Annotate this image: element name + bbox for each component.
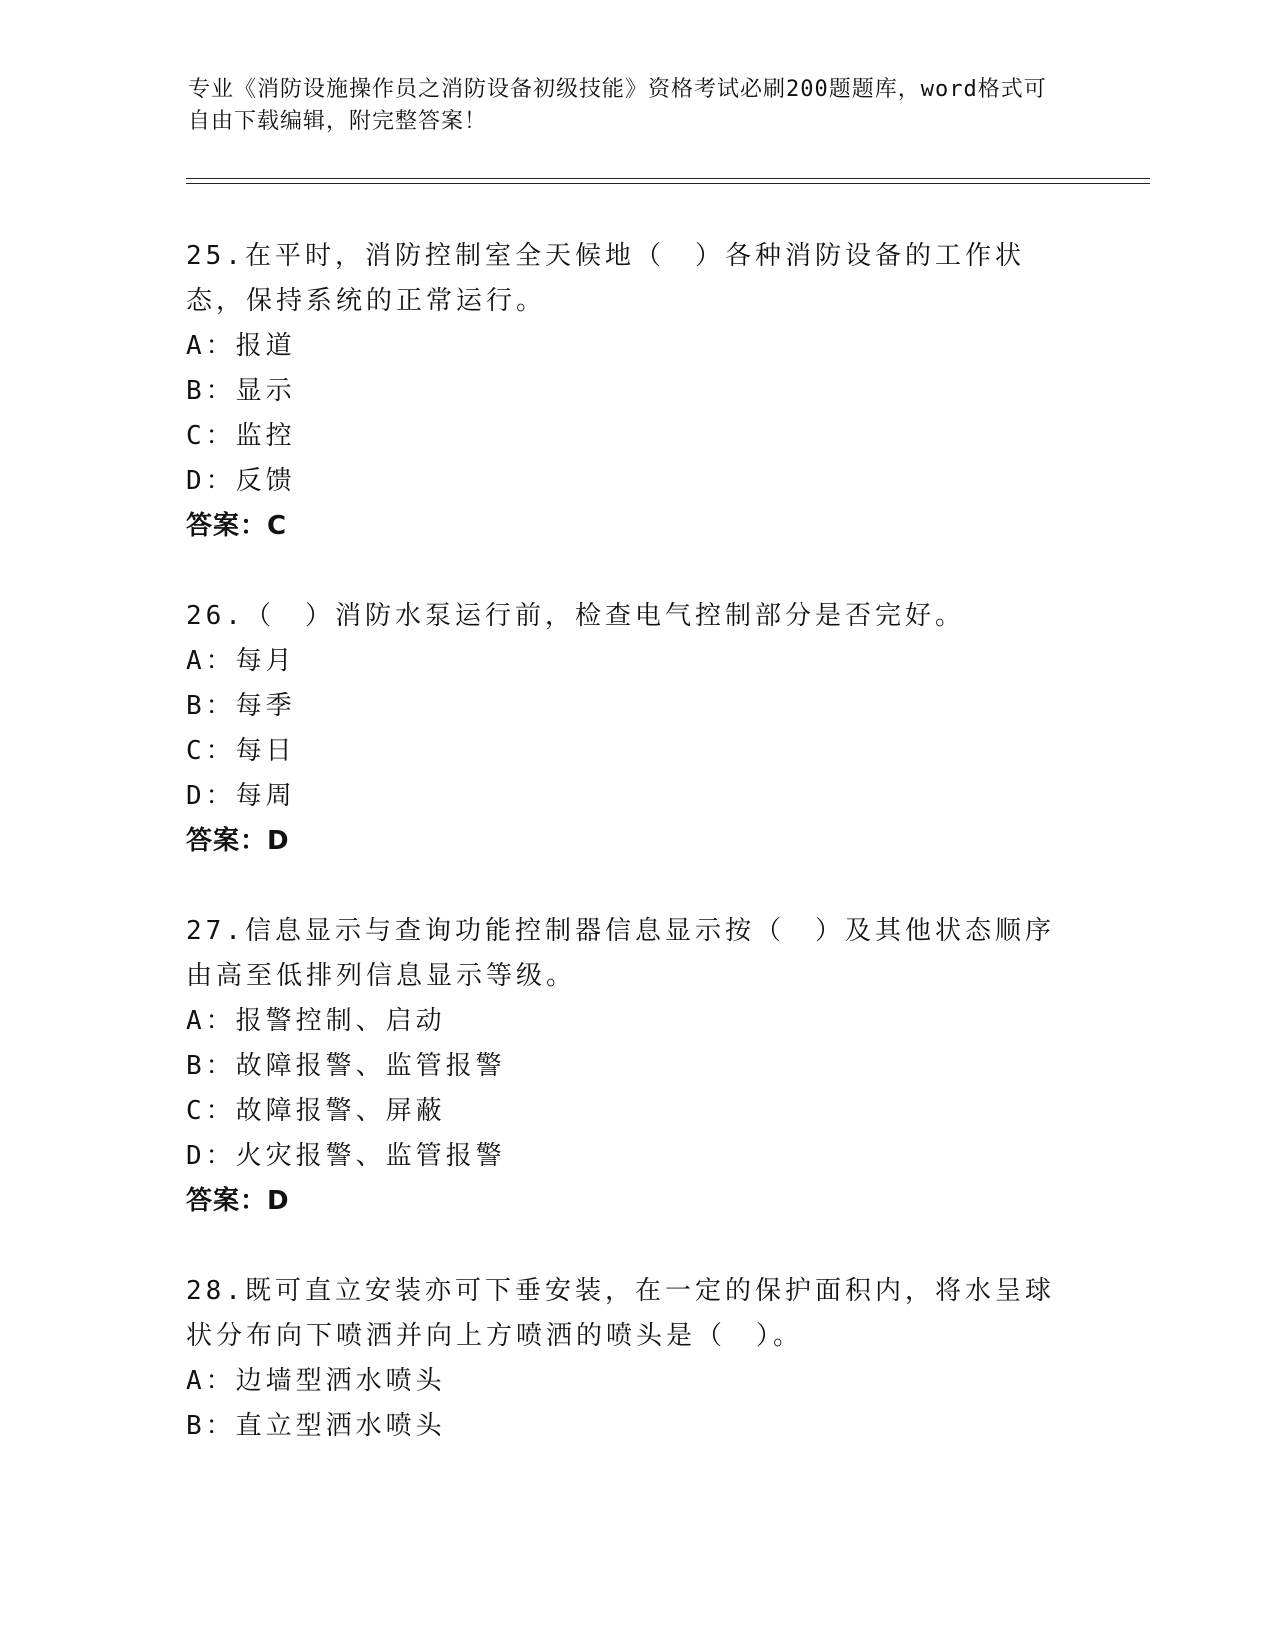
option-b: B：故障报警、监管报警 (186, 1051, 506, 1081)
answer-line: 答案：C (186, 511, 288, 541)
question-26 (186, 594, 1076, 864)
question-stem: 28.既可直立安装亦可下垂安装，在一定的保护面积内，将水呈球状分布向下喷洒并向上方喷洒的喷头是（ ）。 (186, 1276, 1055, 1351)
option-d: D：每周 (186, 781, 296, 811)
question-list (186, 234, 1076, 1494)
question-25 (186, 234, 1076, 549)
header-divider-top (186, 178, 1150, 179)
answer-line: 答案：D (186, 1186, 290, 1216)
option-b: B：每季 (186, 691, 296, 721)
header-divider-bottom (186, 183, 1150, 184)
option-b: B：直立型洒水喷头 (186, 1411, 446, 1441)
option-d: D：火灾报警、监管报警 (186, 1141, 506, 1171)
option-b: B：显示 (186, 376, 296, 406)
option-d: D：反馈 (186, 466, 296, 496)
option-c: C：监控 (186, 421, 296, 451)
question-stem: 27.信息显示与查询功能控制器信息显示按（ ）及其他状态顺序由高至低排列信息显示等级。 (186, 916, 1055, 991)
document-header: 专业《消防设施操作员之消防设备初级技能》资格考试必刷200题题库，word格式可自由下载编辑，附完整答案！ (188, 77, 1047, 134)
question-27 (186, 909, 1076, 1224)
option-a: A：每月 (186, 646, 296, 676)
question-28 (186, 1269, 1076, 1449)
option-a: A：报道 (186, 331, 296, 361)
answer-line: 答案：D (186, 826, 290, 856)
question-stem: 25.在平时，消防控制室全天候地（ ）各种消防设备的工作状态，保持系统的正常运行。 (186, 241, 1025, 316)
option-a: A：边墙型洒水喷头 (186, 1366, 446, 1396)
option-c: C：每日 (186, 736, 296, 766)
question-stem: 26.（ ）消防水泵运行前，检查电气控制部分是否完好。 (186, 601, 965, 631)
option-a: A：报警控制、启动 (186, 1006, 446, 1036)
option-c: C：故障报警、屏蔽 (186, 1096, 446, 1126)
